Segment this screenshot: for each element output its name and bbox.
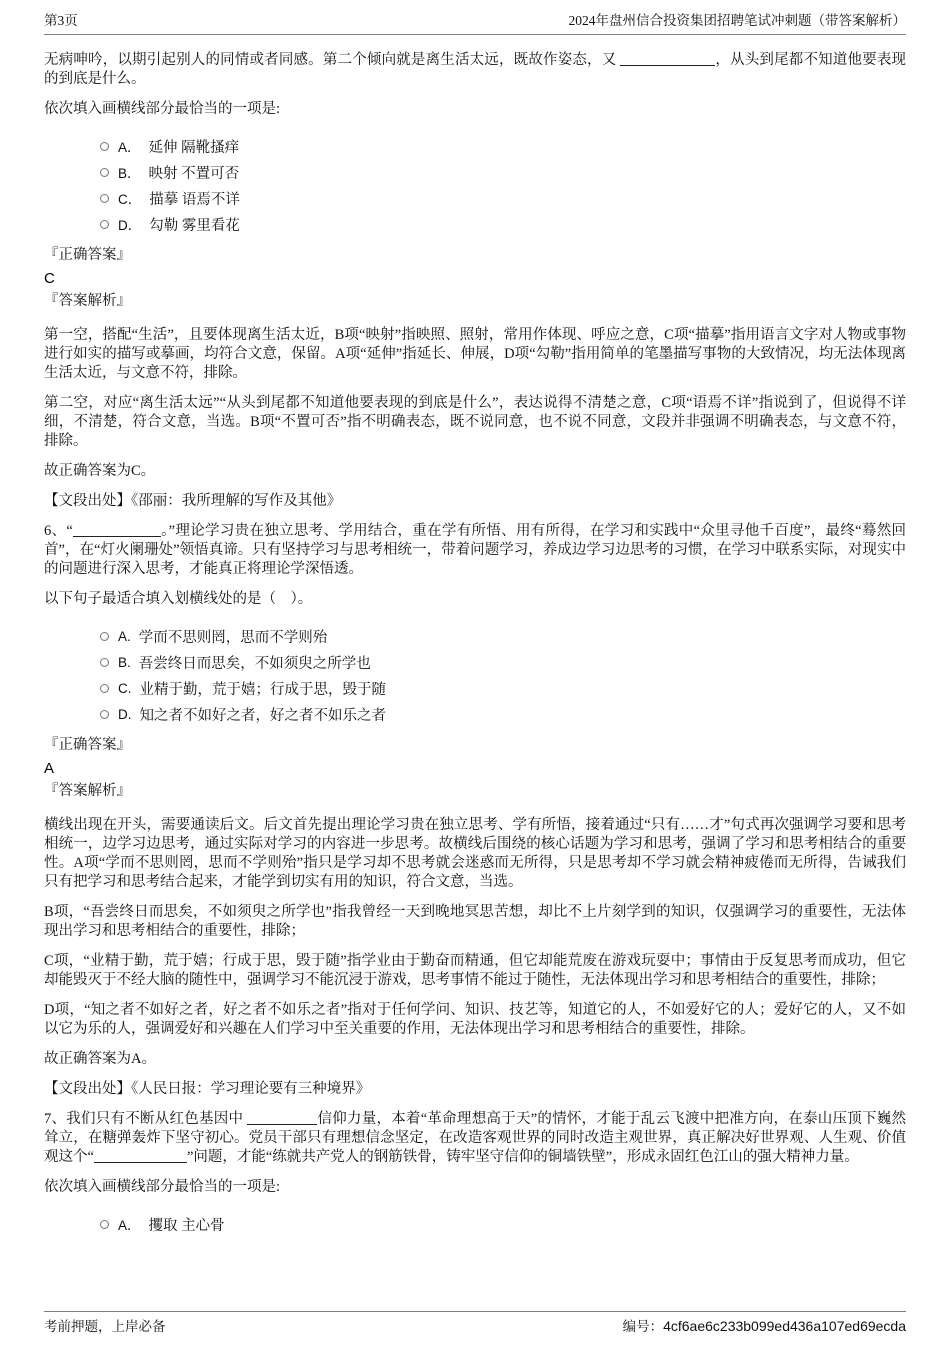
q7-question-paragraph	[44, 1110, 906, 1167]
page-header	[44, 0, 906, 35]
option-letter: B．	[118, 166, 141, 181]
option-text: 学而不思则罔，思而不学则殆	[138, 629, 328, 646]
option-letter: D.	[118, 706, 132, 722]
option-letter: A．	[118, 140, 141, 155]
q7-text-part1: 7、我们只有不断从红色基因中	[44, 1111, 244, 1127]
document-number-label: 编号：	[622, 1319, 664, 1334]
q7-prompt: 依次填入画横线部分最恰当的一项是:	[44, 1179, 281, 1195]
option-text: 知之者不如好之者，好之者不如乐之者	[139, 707, 386, 724]
q6-analysis-paragraph-2: B项，“吾尝终日而思矣，不如须臾之所学也”指我曾经一天到晚地冥思苦想，却比不上片刻学到的知识，仅强调学习的重要性，无法体现出学习和思考相结合的重要性，排除；	[44, 904, 906, 939]
radio-button[interactable]	[100, 632, 109, 641]
radio-button[interactable]	[100, 684, 109, 693]
q5-analysis-paragraph-2: 第二空，对应“离生活太远”“从头到尾都不知道他要表现的到底是什么”，表达说得不清楚之意，C项“语焉不详”指说到了，但说得不详细，不清楚，符合文意，当选。B项“不置可否”指不明确表态，既不说同意，也不说不同意，文段并非强调不明确表态，与文意不符，排除。	[44, 395, 906, 449]
correct-answer-value: A	[44, 760, 55, 777]
option-row-c[interactable]	[100, 185, 906, 211]
q7-text-part2: 信仰力量，本着“革命理想高于天”的情怀，才能于乱云飞渡中把准方向，在泰山压顶下巍然耸立，在糖弹轰炸下坚守初心。党员干部只有理想信念坚定，在改造客观世界的同时改造主观世界，真正解决好世界观、人生观、价值观这个“	[44, 1111, 907, 1165]
radio-button[interactable]	[100, 194, 109, 203]
blank-underline	[94, 1149, 187, 1163]
q5-options	[100, 133, 906, 237]
document-number-value: 4cf6ae6c233b099ed436a107ed69ecda	[663, 1318, 906, 1334]
option-letter: C．	[118, 192, 142, 207]
option-letter: A．	[118, 1218, 141, 1233]
answer-analysis-heading: 『答案解析』	[44, 293, 131, 309]
q5-intro-paragraph	[44, 51, 906, 89]
radio-button[interactable]	[100, 658, 109, 667]
radio-button[interactable]	[100, 1220, 109, 1229]
option-row-a[interactable]	[100, 133, 906, 159]
q5-text-before-blank: 无病呻吟，以期引起别人的同情或者同感。第二个倾向就是离生活太远，既故作姿态，又	[44, 52, 617, 68]
option-letter: C.	[118, 680, 132, 696]
correct-answer-heading: 『正确答案』	[44, 737, 131, 753]
q5-answer-block	[44, 244, 906, 313]
option-letter: D．	[118, 218, 142, 233]
footer-slogan: 考前押题，上岸必备	[44, 1319, 166, 1334]
header-title: 2024年盘州信合投资集团招聘笔试冲刺题（带答案解析）	[568, 13, 906, 28]
option-text: 攫取 主心骨	[148, 1217, 225, 1234]
option-text: 描摹 语焉不详	[149, 191, 240, 208]
option-row-d[interactable]	[100, 211, 906, 237]
option-letter: A.	[118, 628, 131, 644]
option-row-b[interactable]	[100, 649, 906, 675]
q6-text-before-blank: 6、“	[44, 523, 73, 539]
q5-analysis-paragraph-1: 第一空，搭配“生活”，且要体现离生活太近，B项“映射”指映照、照射，常用作体现、呼应之意，C项“描摹”指用语言文字对人物或事物进行如实的描写或摹画，均符合文意，保留。A项“延伸”指延长、伸展，D项“勾勒”指用简单的笔墨描写事物的大致情况，均无法体现离生活太近，与文意不符，排除。	[44, 327, 906, 381]
q5-text-after-blank: ，从头到尾都不知道他要表现的到底是什么。	[44, 52, 907, 87]
option-row-a[interactable]	[100, 1211, 906, 1237]
q6-text-after-blank: 。”理论学习贵在独立思考、学用结合，重在学有所悟、用有所得，在学习和实践中“众里寻他千百度”，最终“蓦然回首”，在“灯火阑珊处”领悟真谛。只有坚持学习与思考相统一，带着问题学习，养成边学习边思考的习惯，在学习中联系实际，对现实中的问题进行深入思考，才能真正将理论学深悟透。	[44, 523, 907, 577]
q5-prompt: 依次填入画横线部分最恰当的一项是:	[44, 101, 281, 117]
q6-prompt: 以下句子最适合填入划横线处的是（ ）。	[44, 591, 313, 607]
q6-conclusion: 故正确答案为A。	[44, 1051, 156, 1067]
q6-analysis-paragraph-3: C项，“业精于勤，荒于嬉；行成于思，毁于随”指学业由于勤奋而精通，但它却能荒废在游戏玩耍中；事情由于反复思考而成功，但它却能毁灭于不经大脑的随性中，强调学习不能沉浸于游戏，思考事情不能过于随性，无法体现出学习和思考相结合的重要性，排除；	[44, 953, 906, 988]
option-text: 业精于勤，荒于嬉；行成于思，毁于随	[139, 681, 386, 698]
footer-document-number	[623, 1318, 906, 1335]
blank-underline	[73, 523, 161, 537]
q6-answer-block	[44, 734, 906, 803]
q6-source: 【文段出处】《人民日报：学习理论要有三种境界》	[44, 1081, 371, 1097]
page-footer	[44, 1311, 906, 1335]
q6-options	[100, 623, 906, 727]
option-text: 延伸 隔靴搔痒	[148, 139, 240, 156]
q5-conclusion: 故正确答案为C。	[44, 463, 156, 479]
option-row-d[interactable]	[100, 701, 906, 727]
q7-options	[100, 1211, 906, 1237]
option-letter: B.	[118, 654, 131, 670]
blank-underline	[247, 1111, 317, 1125]
radio-button[interactable]	[100, 220, 109, 229]
answer-analysis-heading: 『答案解析』	[44, 783, 131, 799]
option-text: 勾勒 雾里看花	[149, 217, 240, 234]
q6-analysis-paragraph-1: 横线出现在开头，需要通读后文。后文首先提出理论学习贵在独立思考、学有所悟，接着通过“只有……才”句式再次强调学习要和思考相统一，边学习边思考，通过实际对学习的内容进一步思考。故横线后围绕的核心话题为学习和思考，强调了学习和思考相结合的重要性。A项“学而不思则罔，思而不学则殆”指只是学习却不思考就会迷惑而无所得，只是思考却不学习就会精神疲倦而无所得，告诫我们只有把学习和思考结合起来，才能学到切实有用的知识，符合文意，当选。	[44, 817, 906, 890]
option-row-b[interactable]	[100, 159, 906, 185]
q6-question-paragraph	[44, 522, 906, 579]
q7-text-part3: ”问题，才能“练就共产党人的钢筋铁骨，铸牢坚守信仰的铜墙铁壁”，形成永固红色江山的强大精神力量。	[186, 1149, 859, 1165]
blank-underline	[620, 52, 715, 66]
radio-button[interactable]	[100, 142, 109, 151]
page-content	[44, 38, 906, 1244]
option-text: 吾尝终日而思矣，不如须臾之所学也	[138, 655, 371, 672]
radio-button[interactable]	[100, 168, 109, 177]
option-row-c[interactable]	[100, 675, 906, 701]
correct-answer-heading: 『正确答案』	[44, 247, 131, 263]
radio-button[interactable]	[100, 710, 109, 719]
q5-source: 【文段出处】《邵丽：我所理解的写作及其他》	[44, 493, 342, 509]
header-page-number: 第3页	[44, 13, 78, 28]
correct-answer-value: C	[44, 270, 55, 287]
option-row-a[interactable]	[100, 623, 906, 649]
option-text: 映射 不置可否	[148, 165, 240, 182]
q6-analysis-paragraph-4: D项，“知之者不如好之者，好之者不如乐之者”指对于任何学问、知识、技艺等，知道它的人，不如爱好它的人；爱好它的人，又不如以它为乐的人，强调爱好和兴趣在人们学习中至关重要的作用，无法体现出学习和思考相结合的重要性，排除。	[44, 1002, 906, 1037]
